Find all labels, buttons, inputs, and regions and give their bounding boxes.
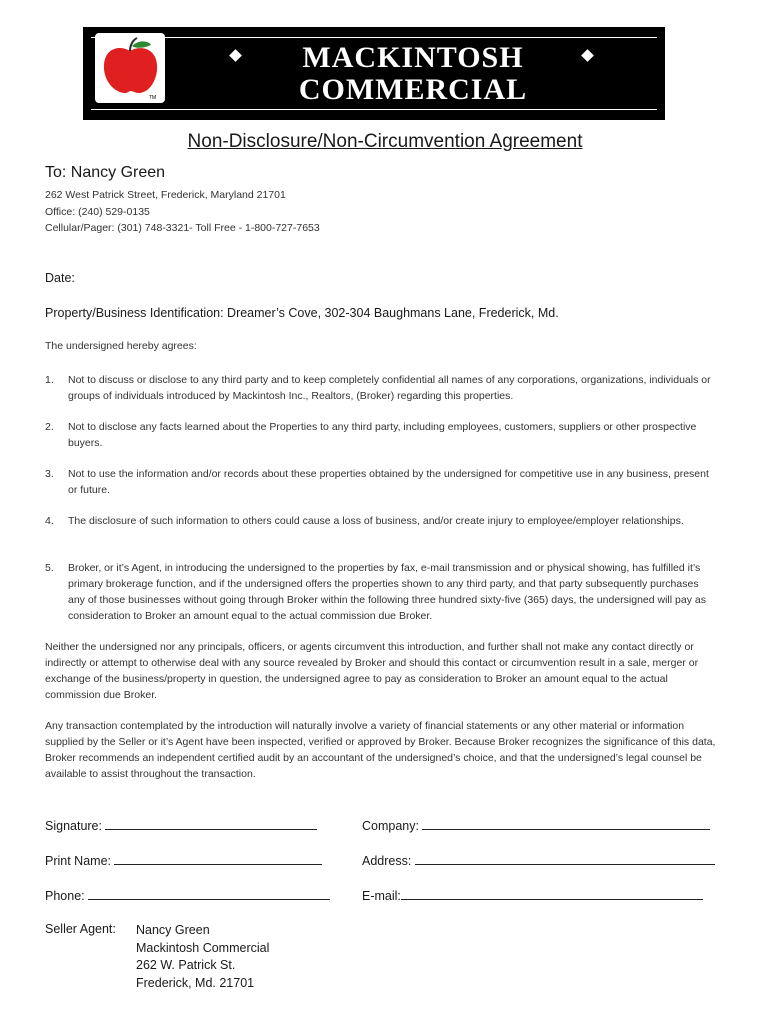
company-line[interactable] <box>422 817 710 830</box>
recipient-office: Office: (240) 529-0135 <box>45 206 150 218</box>
date-label: Date: <box>45 271 75 285</box>
transaction-paragraph: Any transaction contemplated by the introduction will naturally involve a variety of financial statements or any other material or information supplied by the Seller or it’s Agent have been inspected, verified or approved by Broker. Because Broker recognizes the significance of this data, Broker recommends an independent certified audit by an accountant of the undersigned’s choice, and that the undersigned’s legal counsel be available to assist throughout the transaction. <box>45 720 716 780</box>
recipient-line: To: Nancy Green <box>45 164 166 181</box>
phone-field[interactable] <box>45 887 330 903</box>
logo-line-1: MACKINTOSH <box>302 41 524 74</box>
seller-agent-label: Seller Agent: <box>45 922 116 936</box>
print-name-line[interactable] <box>114 852 322 865</box>
email-field[interactable] <box>362 887 703 903</box>
signature-field[interactable] <box>45 817 317 833</box>
company-logo-banner <box>83 27 665 120</box>
seller-agent-company: Mackintosh Commercial <box>136 940 270 955</box>
company-label: Company: <box>362 819 419 833</box>
item-number: 4. <box>45 515 54 527</box>
intro-statement: The undersigned hereby agrees: <box>45 340 197 352</box>
item-text: Broker, or it’s Agent, in introducing the undersigned to the properties by fax, e-mail transmission and or physical showing, has fulfilled it’s primary brokerage function, and if the undersigned offers the properties shown to any third party, and that party subsequently purchases any of those businesses without going through Broker within the following three hundred sixty-five (365) days, the undersigned will pay as consideration to Broker an amount equal to the actual commission due Broker. <box>68 562 706 622</box>
item-number: 1. <box>45 374 54 386</box>
print-name-field[interactable] <box>45 852 322 868</box>
list-item <box>45 466 715 498</box>
seller-agent-street: 262 W. Patrick St. <box>136 958 236 972</box>
address-field[interactable] <box>362 852 715 868</box>
company-field[interactable] <box>362 817 710 833</box>
list-item <box>45 513 715 529</box>
item-text: The disclosure of such information to others could cause a loss of business, and/or create injury to employee/employer relationships. <box>68 515 684 527</box>
list-item <box>45 372 715 404</box>
phone-label: Phone: <box>45 889 85 903</box>
property-identification: Property/Business Identification: Dreamer’s Cove, 302-304 Baughmans Lane, Frederick, Md. <box>45 306 559 320</box>
address-line[interactable] <box>415 852 715 865</box>
item-number: 3. <box>45 468 54 480</box>
document-title: Non-Disclosure/Non-Circumvention Agreement <box>187 131 583 152</box>
item-text: Not to disclose any facts learned about the Properties to any third party, including employees, customers, suppliers or other prospective buyers. <box>68 421 697 449</box>
apple-logo-icon <box>95 33 165 103</box>
list-item <box>45 419 715 451</box>
recipient-cellular: Cellular/Pager: (301) 748-3321- Toll Free - 1-800-727-7653 <box>45 222 320 234</box>
recipient-address: 262 West Patrick Street, Frederick, Maryland 21701 <box>45 189 286 201</box>
seller-agent-name: Nancy Green <box>136 923 210 937</box>
signature-line[interactable] <box>105 817 317 830</box>
print-name-label: Print Name: <box>45 854 111 868</box>
list-item <box>45 560 715 624</box>
item-text: Not to use the information and/or records about these properties obtained by the undersigned for competitive use in any business, present or future. <box>68 468 709 496</box>
signature-label: Signature: <box>45 819 102 833</box>
item-number: 2. <box>45 421 54 433</box>
phone-line[interactable] <box>88 887 330 900</box>
seller-agent-block <box>136 922 269 992</box>
trademark-mark: TM <box>149 95 157 101</box>
item-text: Not to discuss or disclose to any third party and to keep completely confidential all names of any corporations, organizations, individuals or groups of individuals introduced by Mackintosh Inc., Realtors, (Broker) regarding this properties. <box>68 374 711 402</box>
address-label: Address: <box>362 854 412 868</box>
email-line[interactable] <box>401 887 703 900</box>
email-label: E-mail: <box>362 889 401 903</box>
item-number: 5. <box>45 562 54 574</box>
logo-line-2: COMMERCIAL <box>298 73 528 106</box>
seller-agent-city: Frederick, Md. 21701 <box>136 975 255 990</box>
circumvention-paragraph: Neither the undersigned nor any principals, officers, or agents circumvent this introduction, and further shall not make any contact directly or indirectly or attempt to otherwise deal with any source revealed by Broker and should this contact or circumvention result in a sale, merger or exchange of the business/property in question, the undersigned agree to pay as consideration to Broker an amount equal to the actual commission due Broker. <box>45 641 699 701</box>
